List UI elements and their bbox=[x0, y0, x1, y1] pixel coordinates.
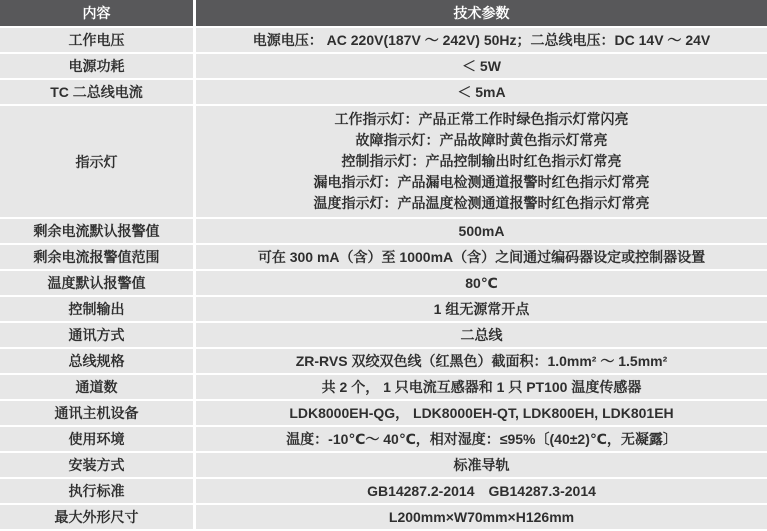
table-row bbox=[0, 453, 767, 479]
spec-label: 工作电压 bbox=[0, 28, 196, 54]
spec-value: 标准导轨 bbox=[196, 453, 767, 479]
spec-label: 通道数 bbox=[0, 375, 196, 401]
header-row bbox=[0, 0, 767, 28]
spec-label: 安装方式 bbox=[0, 453, 196, 479]
spec-value-multiline bbox=[196, 106, 767, 219]
table-row bbox=[0, 375, 767, 401]
spec-value: 共 2 个， 1 只电流互感器和 1 只 PT100 温度传感器 bbox=[196, 375, 767, 401]
table-row bbox=[0, 271, 767, 297]
table-row bbox=[0, 349, 767, 375]
spec-label: TC 二总线电流 bbox=[0, 80, 196, 106]
table-row bbox=[0, 427, 767, 453]
spec-label: 剩余电流报警值范围 bbox=[0, 245, 196, 271]
spec-value: ＜ 5W bbox=[196, 54, 767, 80]
indicator-line: 工作指示灯：产品正常工作时绿色指示灯常闪亮 bbox=[334, 111, 629, 127]
spec-value: ＜ 5mA bbox=[196, 80, 767, 106]
table-row bbox=[0, 219, 767, 245]
indicator-line: 温度指示灯：产品温度检测通道报警时红色指示灯常亮 bbox=[313, 195, 650, 211]
spec-label: 最大外形尺寸 bbox=[0, 505, 196, 529]
spec-value: 可在 300 mA（含）至 1000mA（含）之间通过编码器设定或控制器设置 bbox=[196, 245, 767, 271]
table-row bbox=[0, 505, 767, 529]
indicator-line: 漏电指示灯：产品漏电检测通道报警时红色指示灯常亮 bbox=[313, 174, 650, 190]
spec-label: 指示灯 bbox=[0, 106, 196, 219]
spec-label: 通讯方式 bbox=[0, 323, 196, 349]
table-row bbox=[0, 106, 767, 219]
spec-value: 二总线 bbox=[196, 323, 767, 349]
spec-label: 温度默认报警值 bbox=[0, 271, 196, 297]
table-row bbox=[0, 245, 767, 271]
spec-value: 1 组无源常开点 bbox=[196, 297, 767, 323]
spec-label: 总线规格 bbox=[0, 349, 196, 375]
spec-value: 500mA bbox=[196, 219, 767, 245]
spec-label: 通讯主机设备 bbox=[0, 401, 196, 427]
spec-value: 温度：-10℃～ 40℃，相对湿度：≤95%〔(40±2)℃，无凝露〕 bbox=[196, 427, 767, 453]
spec-label: 电源功耗 bbox=[0, 54, 196, 80]
indicator-line: 控制指示灯：产品控制输出时红色指示灯常亮 bbox=[341, 153, 622, 169]
indicator-line: 故障指示灯：产品故障时黄色指示灯常亮 bbox=[355, 132, 608, 148]
table-row bbox=[0, 28, 767, 54]
spec-label: 剩余电流默认报警值 bbox=[0, 219, 196, 245]
table-row bbox=[0, 297, 767, 323]
spec-value: GB14287.2-2014 GB14287.3-2014 bbox=[196, 479, 767, 505]
spec-label: 执行标准 bbox=[0, 479, 196, 505]
column-header-params: 技术参数 bbox=[196, 0, 767, 28]
spec-label: 使用环境 bbox=[0, 427, 196, 453]
spec-value: L200mm×W70mm×H126mm bbox=[196, 505, 767, 529]
spec-value: ZR-RVS 双绞双色线（红黑色）截面积：1.0mm² ～ 1.5mm² bbox=[196, 349, 767, 375]
spec-value: 电源电压： AC 220V(187V ～ 242V) 50Hz；二总线电压：DC 14V ～ 24V bbox=[196, 28, 767, 54]
table-row bbox=[0, 323, 767, 349]
spec-label: 控制输出 bbox=[0, 297, 196, 323]
table-row bbox=[0, 80, 767, 106]
spec-value: 80℃ bbox=[196, 271, 767, 297]
spec-value: LDK8000EH-QG， LDK8000EH-QT, LDK800EH, LDK801EH bbox=[196, 401, 767, 427]
table-row bbox=[0, 479, 767, 505]
column-header-content: 内容 bbox=[0, 0, 196, 28]
table-row bbox=[0, 401, 767, 427]
table-row bbox=[0, 54, 767, 80]
